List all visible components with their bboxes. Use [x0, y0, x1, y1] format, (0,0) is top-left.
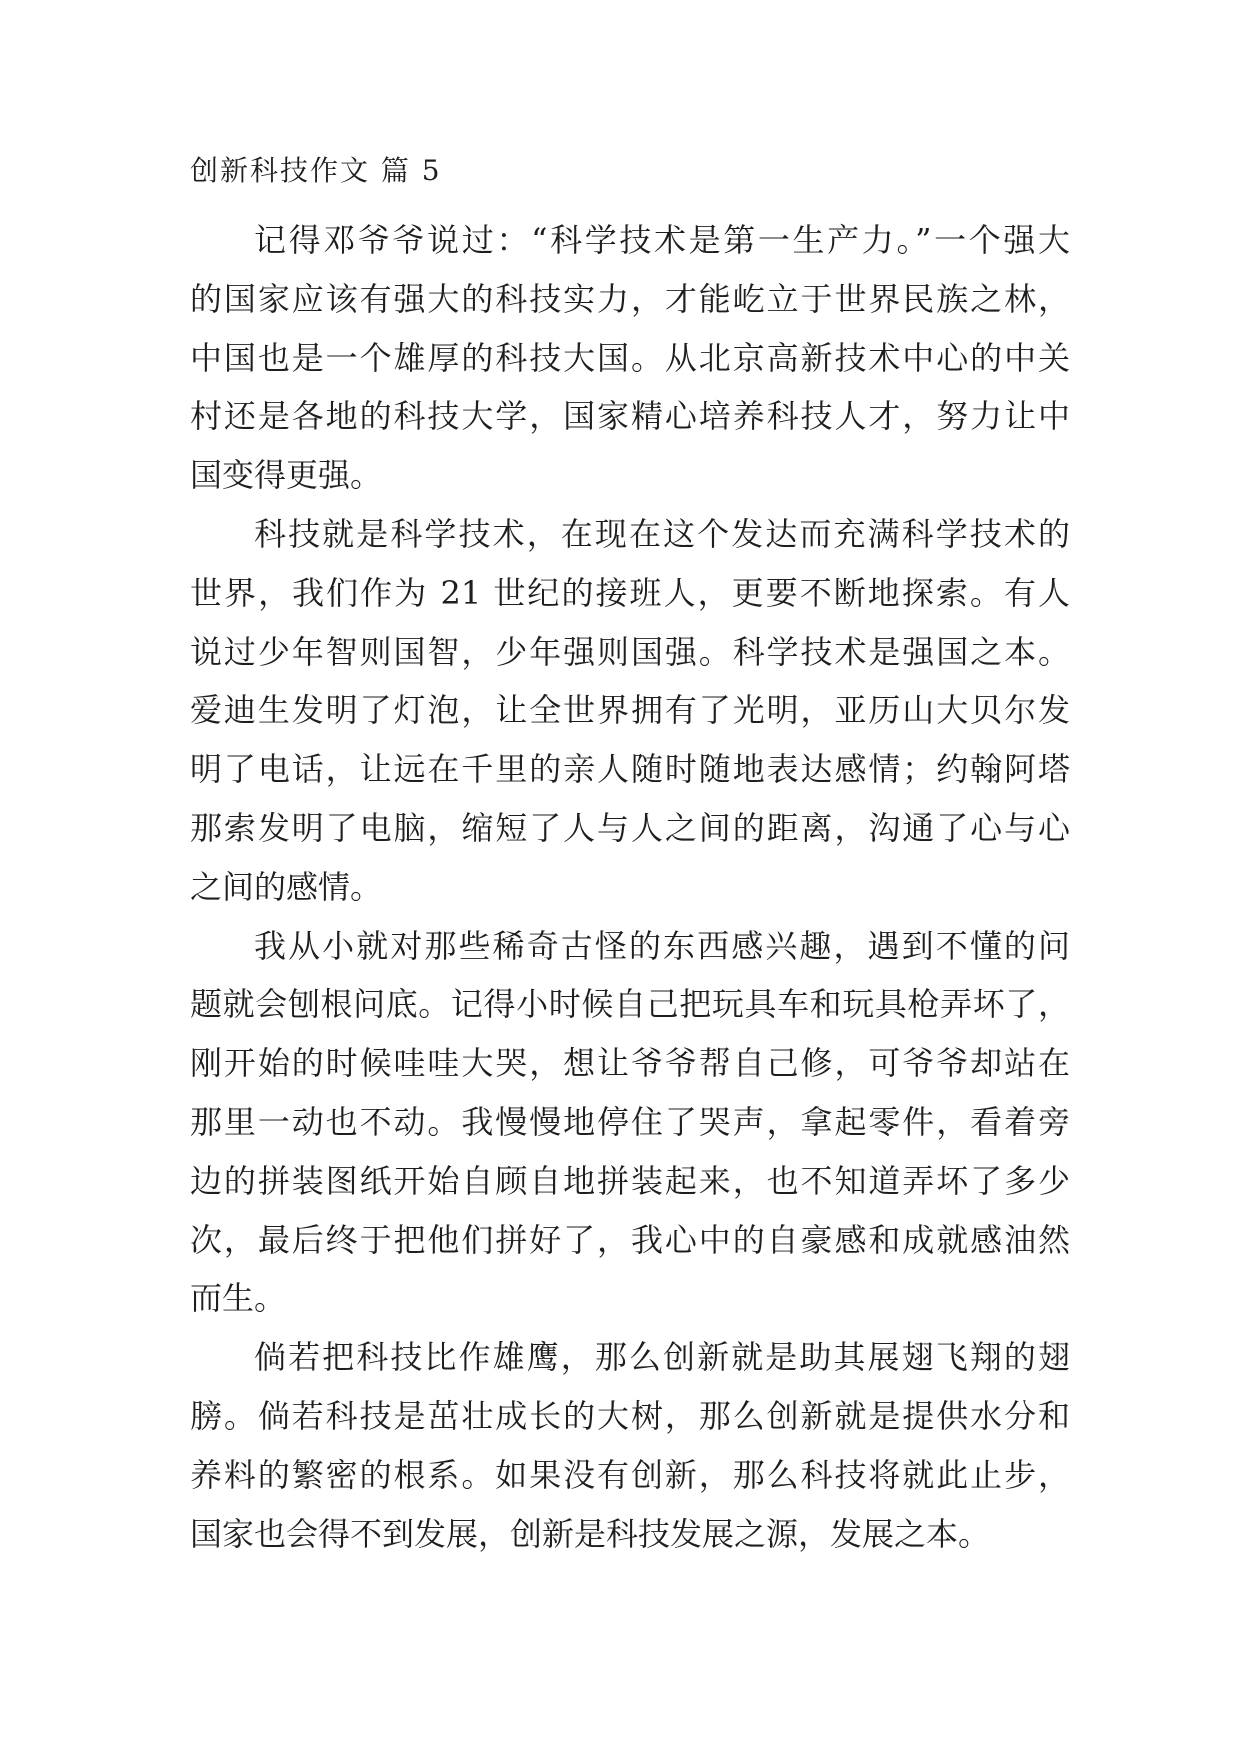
- text-line: 爱迪生发明了灯泡，让全世界拥有了光明，亚历山大贝尔发: [190, 691, 1070, 730]
- text-line: 那索发明了电脑，缩短了人与人之间的距离，沟通了心与心: [190, 808, 1070, 847]
- text-line: 明了电话，让远在千里的亲人随时随地表达感情；约翰阿塔: [190, 750, 1070, 789]
- text-line: 养料的繁密的根系。如果没有创新，那么科技将就此止步，: [190, 1455, 1070, 1494]
- text-line: 膀。倘若科技是茁壮成长的大树，那么创新就是提供水分和: [190, 1396, 1070, 1435]
- text-line: 而生。: [190, 1279, 287, 1318]
- text-line: 说过少年智则国智，少年强则国强。科学技术是强国之本。: [190, 632, 1070, 671]
- document-body: [190, 152, 1070, 1563]
- text-line: 记得邓爷爷说过：“科学技术是第一生产力。”一个强大: [254, 221, 1070, 259]
- text-line: 刚开始的时候哇哇大哭，想让爷爷帮自己修，可爷爷却站在: [190, 1044, 1070, 1083]
- text-line: 国家也会得不到发展，创新是科技发展之源，发展之本。: [190, 1514, 991, 1553]
- text-line: 边的拼装图纸开始自顾自地拼装起来，也不知道弄坏了多少: [190, 1161, 1070, 1200]
- text-line: 村还是各地的科技大学，国家精心培养科技人才，努力让中: [190, 397, 1070, 436]
- text-line: 我从小就对那些稀奇古怪的东西感兴趣，遇到不懂的问: [254, 926, 1070, 965]
- text-line: 世界，我们作为 21 世纪的接班人，更要不断地探索。有人: [190, 573, 1070, 612]
- paragraph-1: [190, 211, 1070, 505]
- paragraph-3: [190, 917, 1070, 1329]
- text-line: 那里一动也不动。我慢慢地停住了哭声，拿起零件，看着旁: [190, 1102, 1070, 1141]
- text-line: 科技就是科学技术，在现在这个发达而充满科学技术的: [254, 514, 1070, 553]
- paragraph-2: [190, 505, 1070, 917]
- text-line: 次，最后终于把他们拼好了，我心中的自豪感和成就感油然: [190, 1220, 1070, 1259]
- text-line: 中国也是一个雄厚的科技大国。从北京高新技术中心的中关: [190, 338, 1070, 377]
- text-line: 题就会刨根问底。记得小时候自己把玩具车和玩具枪弄坏了，: [190, 985, 1070, 1024]
- text-line: 国变得更强。: [190, 456, 383, 495]
- paragraph-4: [190, 1328, 1070, 1563]
- text-line: 之间的感情。: [190, 867, 383, 906]
- text-line: 倘若把科技比作雄鹰，那么创新就是助其展翅飞翔的翅: [254, 1338, 1070, 1377]
- essay-heading: 创新科技作文 篇 5: [190, 154, 442, 187]
- text-line: 的国家应该有强大的科技实力，才能屹立于世界民族之林，: [190, 279, 1070, 318]
